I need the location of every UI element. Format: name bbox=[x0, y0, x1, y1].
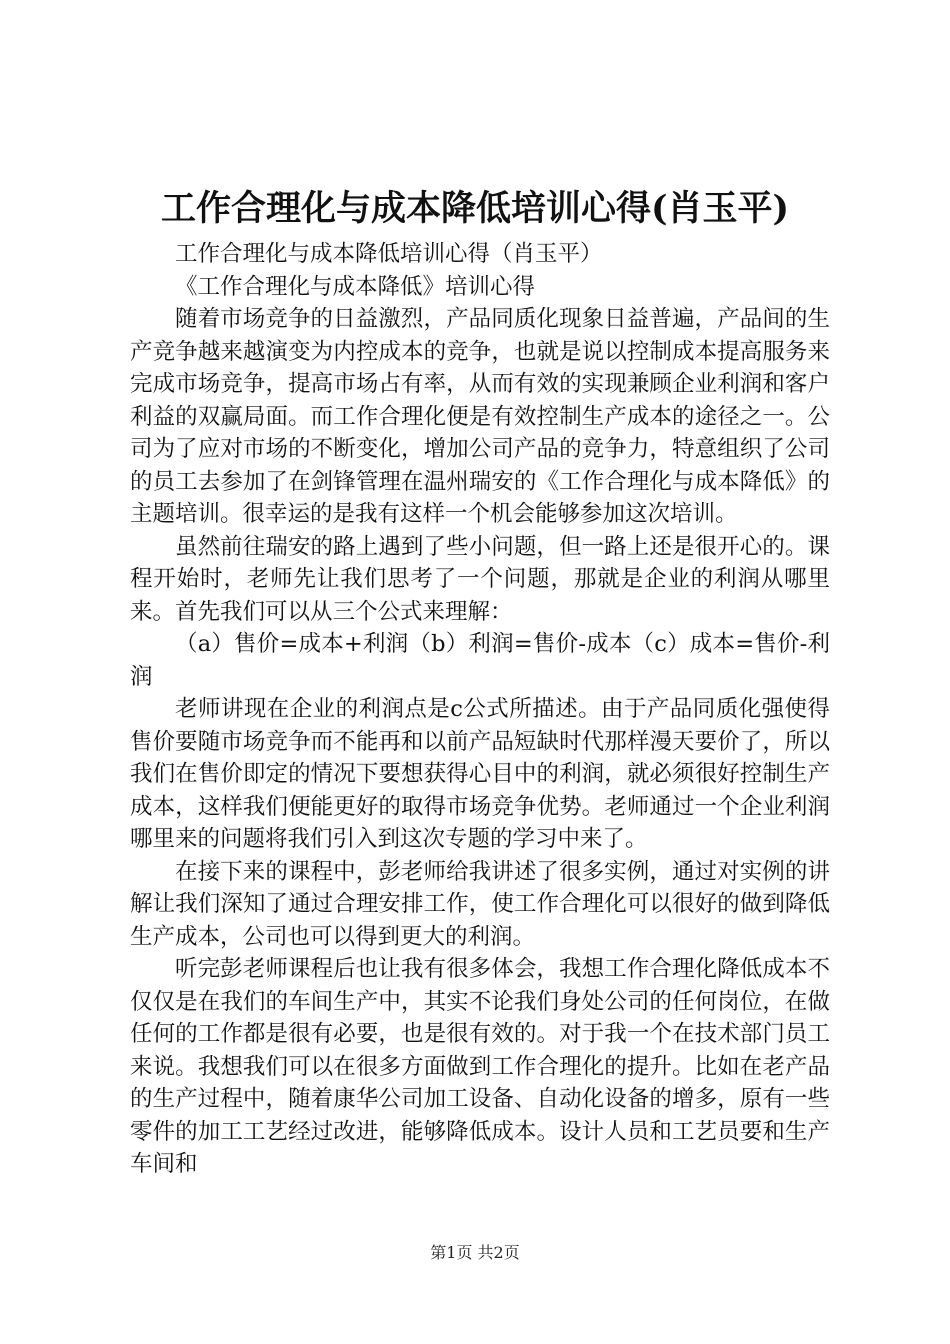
document-body bbox=[130, 238, 830, 1181]
document-title: 工作合理化与成本降低培训心得(肖玉平) bbox=[160, 188, 790, 229]
paragraph-subtitle: 工作合理化与成本降低培训心得（肖玉平） bbox=[175, 241, 603, 267]
paragraph: 听完彭老师课程后也让我有很多体会，我想工作合理化降低成本不仅仅是在我们的车间生产中，其实不论我们身处公司的任何岗位，在做任何的工作都是很有必要，也是很有效的。对于我一个在技术部门员工来说。我想我们可以在很多方面做到工作合理化的提升。比如在老产品的生产过程中，随着康华公司加工设备、自动化设备的增多，原有一些零件的加工工艺经过改进，能够降低成本。设计人员和工艺员要和生产车间和 bbox=[130, 956, 830, 1177]
paragraph: 随着市场竞争的日益激烈，产品同质化现象日益普遍，产品间的生产竞争越来越演变为内控成本的竞争，也就是说以控制成本提高服务来完成市场竞争，提高市场占有率，从而有效的实现兼顾企业利润和客户利益的双赢局面。而工作合理化便是有效控制生产成本的途径之一。公司为了应对市场的不断变化，增加公司产品的竞争力，特意组织了公司的员工去参加了在剑锋管理在温州瑞安的《工作合理化与成本降低》的主题培训。很幸运的是我有这样一个机会能够参加这次培训。 bbox=[130, 306, 830, 527]
paragraph-formulas: （a）售价=成本+利润（b）利润=售价-成本（c）成本=售价-利润 bbox=[130, 631, 830, 690]
page-number-footer: 第1页 共2页 bbox=[430, 1243, 520, 1262]
paragraph: 虽然前往瑞安的路上遇到了些小问题，但一路上还是很开心的。课程开始时，老师先让我们思考了一个问题，那就是企业的利润从哪里来。首先我们可以从三个公式来理解： bbox=[130, 533, 830, 625]
paragraph: 老师讲现在企业的利润点是c公式所描述。由于产品同质化强使得售价要随市场竞争而不能再和以前产品短缺时代那样漫天要价了，所以我们在售价即定的情况下要想获得心目中的利润，就必须很好控制生产成本，这样我们便能更好的取得市场竞争优势。老师通过一个企业利润哪里来的问题将我们引入到这次专题的学习中来了。 bbox=[130, 696, 830, 852]
paragraph: 在接下来的课程中，彭老师给我讲述了很多实例，通过对实例的讲解让我们深知了通过合理安排工作，使工作合理化可以很好的做到降低生产成本，公司也可以得到更大的利润。 bbox=[130, 858, 830, 950]
paragraph-heading: 《工作合理化与成本降低》培训心得 bbox=[175, 273, 536, 300]
